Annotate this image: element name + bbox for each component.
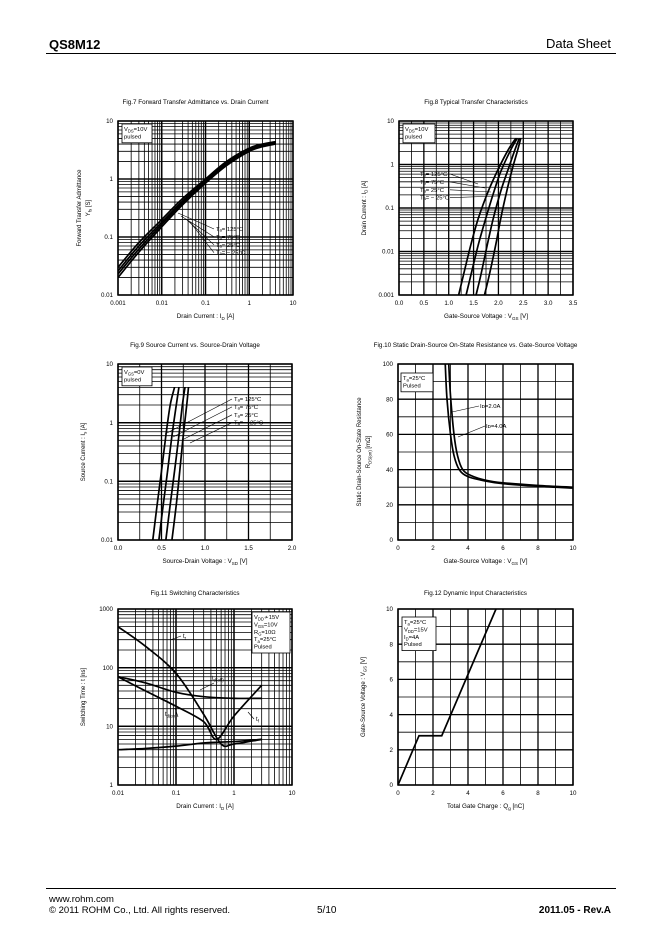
y-tick-label: 0 <box>389 782 393 790</box>
y-tick-label: 0.01 <box>381 248 394 256</box>
x-tick-label: 0.0 <box>113 545 123 552</box>
y-tick-label: 0.1 <box>104 478 113 486</box>
grid <box>118 364 292 540</box>
x-axis-label: Total Gate Charge : $Q_g$ [nC] <box>446 803 525 811</box>
x-tick-label: 6 <box>501 545 505 552</box>
y-tick-label: 6 <box>389 676 393 684</box>
x-tick-label: 1.5 <box>244 545 253 552</box>
x-tick-label: 0.01 <box>111 790 125 797</box>
x-tick-label: 0 <box>396 790 400 797</box>
condition-text: $V_{DS}=10V$ <box>124 127 148 134</box>
chart-title: Fig.8 Typical Transfer Characteristics <box>424 99 528 106</box>
x-axis-label: Gate-Source Voltage : $V_{GS}$ [V] <box>443 558 528 566</box>
x-tick-label: 8 <box>536 545 540 552</box>
x-tick-label: 4 <box>466 545 470 552</box>
legend-leader <box>450 190 491 192</box>
y-axis-label: Static Drain-Source On-State Resistance <box>357 397 363 507</box>
y-tick-label: 0.01 <box>100 292 113 300</box>
y-tick-label: 40 <box>386 466 393 474</box>
series-line-tf <box>118 677 262 740</box>
y-axis-label-2: $Y_{fs}$ [S] <box>86 199 93 217</box>
x-tick-label: 10 <box>289 300 297 307</box>
y-tick-label: 1 <box>109 419 113 427</box>
x-tick-label: 10 <box>569 545 577 552</box>
series-group <box>118 627 262 750</box>
revision: 2011.05 - Rev.A <box>538 905 611 916</box>
grid <box>118 121 293 295</box>
y-tick-label: 100 <box>382 361 393 369</box>
chart-title: Fig.7 Forward Transfer Admittance vs. Drain Current <box>122 99 269 106</box>
x-tick-label: 0.001 <box>110 300 126 307</box>
legend-entry: Tₐ= 25°C <box>216 242 241 249</box>
y-tick-label: 20 <box>386 502 393 509</box>
y-tick-label: 8 <box>389 641 393 649</box>
y-axis-label: Forward Transfer Admittance <box>77 169 83 247</box>
condition-text: $R_G=10\Omega$ <box>254 629 276 637</box>
legend-entry: Tₐ= 75°C <box>234 404 259 411</box>
curve-label: $t_r$ <box>183 634 187 641</box>
x-tick-label: 0 <box>396 545 400 552</box>
x-tick-label: 1.0 <box>200 545 210 552</box>
y-tick-label: 10 <box>106 361 113 369</box>
y-tick-label: 1 <box>390 161 394 169</box>
footer-divider <box>46 888 616 889</box>
part-number: QS8M12 <box>49 37 101 52</box>
y-tick-label: 0.01 <box>100 537 113 545</box>
y-tick-label: 10 <box>106 118 113 126</box>
chart-title: Fig.11 Switching Characteristics <box>150 590 240 597</box>
fig7-chart <box>77 99 297 321</box>
curve-label: $t_{d(off)}$ <box>212 676 224 683</box>
y-tick-label: 0.1 <box>385 205 394 213</box>
x-tick-label: 0.5 <box>419 300 429 307</box>
x-axis-label: Drain Current : $I_D$ [A] <box>176 803 234 811</box>
condition-text: $V_{DD}≁15V$ <box>254 615 280 622</box>
legend-entry: Tₐ= 125°C <box>216 227 244 233</box>
y-tick-label: 0.001 <box>378 292 394 300</box>
y-tick-label: 1 <box>109 782 113 790</box>
x-tick-label: 10 <box>569 790 577 797</box>
x-tick-label: 4 <box>466 790 470 797</box>
condition-text: $V_{DS}=10V$ <box>405 127 429 134</box>
condition-text: Pulsed <box>254 644 272 651</box>
legend-entry: Tₐ= − 25°C <box>216 250 246 257</box>
y-tick-label: 100 <box>102 664 113 672</box>
legend-leader <box>452 406 479 412</box>
x-tick-label: 2.5 <box>518 300 528 307</box>
page-number: 5/10 <box>317 905 337 916</box>
x-tick-label: 1 <box>247 300 251 307</box>
x-tick-label: 2 <box>431 545 435 552</box>
curve-label: $t_{d(on)}$ <box>165 712 177 719</box>
x-axis-label: Drain Current : $I_D$ [A] <box>176 313 235 321</box>
fig9-chart <box>81 342 297 566</box>
series-group <box>459 138 521 295</box>
x-tick-label: 1 <box>232 790 236 797</box>
legend-entry: Tₐ= 75°C <box>216 234 241 241</box>
chart-title: Fig.9 Source Current vs. Source-Drain Voltage <box>130 342 260 349</box>
series-line-Ta=25°C <box>476 138 519 295</box>
y-tick-label: 0 <box>389 537 393 545</box>
footer-copyright: © 2011 ROHM Co., Ltd. All rights reserved. <box>49 905 231 916</box>
fig8-chart <box>362 99 578 321</box>
series-line-tr <box>118 627 262 747</box>
y-tick-label: 10 <box>386 606 393 614</box>
condition-text: $T_a=25^\circ C$ <box>404 620 427 627</box>
condition-text: pulsed <box>124 377 142 384</box>
y-tick-label: 0.1 <box>104 234 113 242</box>
legend-entry: Tₐ= 25°C <box>420 187 445 194</box>
series-line-td(on) <box>118 739 262 749</box>
chart-title: Fig.10 Static Drain-Source On-State Resistance vs. Gate-Source Voltage <box>373 342 578 349</box>
curve-label: $t_f$ <box>256 717 259 724</box>
chart-title: Fig.12 Dynamic Input Characteristics <box>424 590 527 597</box>
y-tick-label: 1000 <box>99 606 113 614</box>
y-tick-label: 2 <box>389 747 393 754</box>
x-axis-label: Gate-Source Voltage : $V_{GS}$ [V] <box>444 313 528 321</box>
fig11-chart <box>81 590 296 811</box>
x-tick-label: 3.5 <box>568 300 578 307</box>
legend-leader <box>182 415 232 440</box>
y-tick-label: 60 <box>386 431 393 439</box>
condition-text: $I_D=4A$ <box>404 634 420 642</box>
fig12-chart <box>361 590 577 811</box>
legend-entry: Tₐ= 75°C <box>420 179 445 186</box>
legend-entry: Iᴅ=2.0A <box>480 404 501 410</box>
x-tick-label: 0.5 <box>157 545 166 552</box>
x-axis-label: Source-Drain Voltage : $V_{SD}$ [V] <box>162 558 248 566</box>
x-tick-label: 2.0 <box>494 300 503 307</box>
x-tick-label: 1.0 <box>444 300 454 307</box>
y-axis-label-2: $R_{DS(on)}$ [mΩ] <box>366 435 373 469</box>
y-tick-label: 1 <box>109 176 113 184</box>
x-tick-label: 0.1 <box>201 300 210 307</box>
y-tick-label: 4 <box>389 711 393 719</box>
x-tick-label: 1.5 <box>469 300 478 307</box>
legend-entry: Tₐ= − 25°C <box>420 195 450 202</box>
document-type: Data Sheet <box>545 36 611 51</box>
condition-text: $V_{GS}=10V$ <box>254 622 278 630</box>
series-line-Ta=125°C <box>118 144 276 277</box>
condition-text: $V_{GS}=0V$ <box>124 370 145 377</box>
condition-text: pulsed <box>405 134 423 141</box>
series-line-Ta=125°C <box>459 138 516 295</box>
condition-text: $T_a=25^\circ C$ <box>403 376 426 383</box>
legend-leader <box>458 426 485 437</box>
footer-url[interactable]: www.rohm.com <box>49 894 114 905</box>
condition-text: Pulsed <box>404 642 422 649</box>
curve-leader <box>200 683 214 690</box>
legend-entry: Iᴅ=4.0A <box>486 424 507 430</box>
legend-entry: Tₐ= 125°C <box>420 172 448 178</box>
x-tick-label: 2 <box>431 790 435 797</box>
x-tick-label: 8 <box>536 790 540 797</box>
condition-text: pulsed <box>124 134 142 141</box>
condition-text: Pulsed <box>403 383 421 390</box>
x-tick-label: 3.0 <box>543 300 553 307</box>
y-tick-label: 10 <box>387 118 394 126</box>
legend-entry: Tₐ= 25°C <box>234 412 259 419</box>
y-tick-label: 10 <box>106 723 113 731</box>
y-axis-label: Source Current : $I_s$ [A] <box>81 422 88 482</box>
legend-entry: Tₐ= 125°C <box>234 397 262 403</box>
x-tick-label: 0.01 <box>155 300 168 307</box>
x-tick-label: 10 <box>288 790 296 797</box>
condition-text: $T_a=25^\circ C$ <box>254 637 277 644</box>
x-tick-label: 0.1 <box>171 790 181 797</box>
x-tick-label: 6 <box>501 790 505 797</box>
y-tick-label: 80 <box>386 396 393 404</box>
y-axis-label: Switching Time : t [ns] <box>81 667 87 727</box>
y-axis-label: Gate-Source Voltage : $V_{GS}$ [V] <box>361 657 368 737</box>
series-line-Ta=25°C <box>118 143 276 271</box>
x-tick-label: 2.0 <box>287 545 297 552</box>
y-axis-label: Drain Current : $I_D$ [A] <box>362 180 369 236</box>
fig10-chart <box>357 342 578 566</box>
grid <box>399 121 573 295</box>
condition-text: $V_{DD}=15V$ <box>404 627 428 635</box>
x-tick-label: 0.0 <box>394 300 404 307</box>
legend-entry: Tₐ= − 25°C <box>234 420 264 427</box>
curve-leader <box>248 712 254 719</box>
